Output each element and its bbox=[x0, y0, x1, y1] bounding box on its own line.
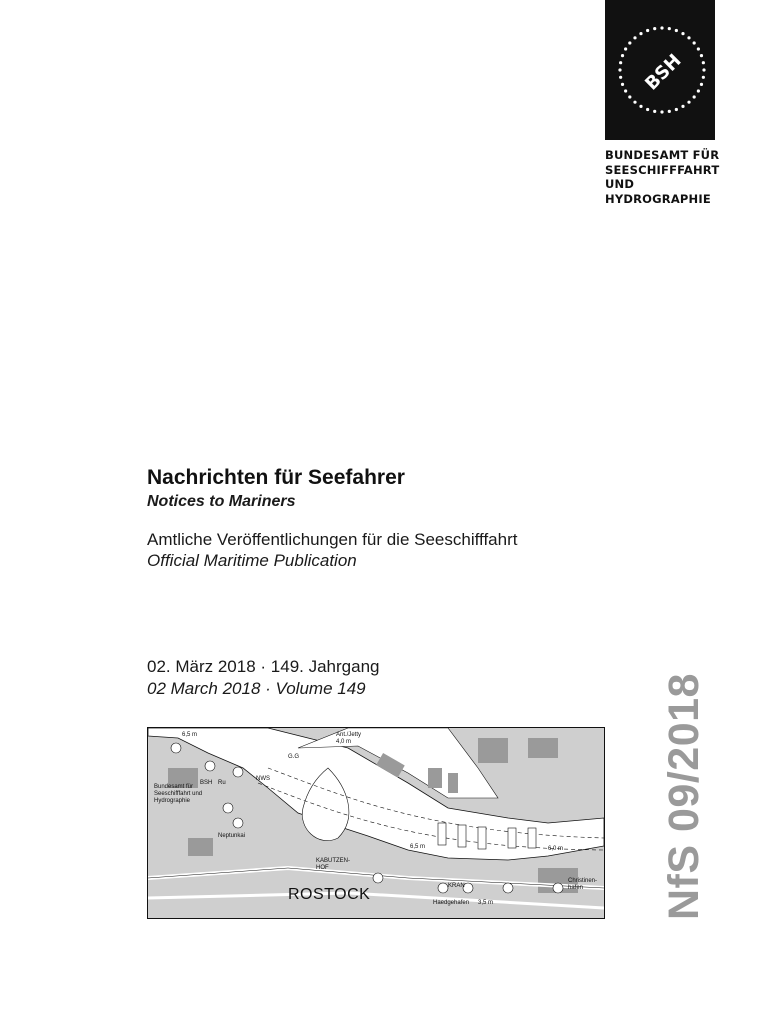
logo-dot bbox=[702, 61, 705, 64]
map-label-bsh-office: Bundesamt für Seeschifffahrt und Hydrographie bbox=[154, 784, 203, 804]
logo-dot bbox=[633, 101, 636, 104]
bsh-logo bbox=[605, 0, 715, 140]
org-line-3: UND bbox=[605, 177, 635, 191]
logo-dot bbox=[687, 101, 690, 104]
bsh-logo-circle-icon bbox=[605, 0, 715, 140]
logo-dot bbox=[702, 68, 705, 71]
logo-dot bbox=[619, 76, 622, 79]
map-label-kran: KRAN bbox=[448, 883, 465, 889]
logo-text: BSH bbox=[641, 50, 686, 95]
map-label-haedgehafen: Haedgehafen bbox=[433, 900, 470, 906]
logo-dot bbox=[646, 29, 649, 32]
logo-dot bbox=[639, 32, 642, 35]
map-depth-1: 6,5 m bbox=[182, 732, 198, 738]
organization-name bbox=[605, 148, 719, 206]
map-label-nws: NWS bbox=[256, 776, 270, 782]
logo-dot bbox=[621, 83, 624, 86]
logo-dot bbox=[628, 95, 631, 98]
nautical-chart-excerpt bbox=[147, 727, 605, 919]
logo-dot bbox=[668, 110, 671, 113]
map-label-neptunkai: Neptunkai bbox=[218, 833, 246, 839]
logo-dot bbox=[693, 41, 696, 44]
publication-type-en: Official Maritime Publication bbox=[147, 551, 357, 570]
map-label-gg: G.G bbox=[288, 754, 300, 760]
logo-dot bbox=[653, 110, 656, 113]
logo-dot bbox=[653, 27, 656, 30]
date-de: 02. März 2018 · 149. Jahrgang bbox=[147, 657, 380, 676]
date-en: 02 March 2018 · Volume 149 bbox=[147, 679, 366, 698]
logo-dot bbox=[700, 54, 703, 57]
logo-dot bbox=[639, 105, 642, 108]
logo-dot bbox=[675, 29, 678, 32]
logo-dot bbox=[702, 76, 705, 79]
publication-type-de: Amtliche Veröffentlichungen für die Seeschifffahrt bbox=[147, 530, 518, 549]
org-line-1: BUNDESAMT FÜR bbox=[605, 148, 720, 162]
map-depth-2: 6,5 m bbox=[410, 844, 426, 850]
map-label-ru: Ru bbox=[218, 780, 226, 786]
logo-dot bbox=[628, 41, 631, 44]
logo-dot bbox=[660, 26, 663, 29]
logo-dot bbox=[624, 89, 627, 92]
org-line-2: SEESCHIFFFAHRT bbox=[605, 162, 720, 177]
logo-dot bbox=[618, 68, 621, 71]
title-en: Notices to Mariners bbox=[147, 493, 296, 510]
logo-dot bbox=[624, 47, 627, 50]
map-depth-4: 3,5 m bbox=[478, 900, 494, 906]
map-label-bsh: BSH bbox=[200, 780, 213, 786]
map-label-christinenhafen: Christinen-hafen bbox=[568, 878, 598, 891]
logo-dot bbox=[633, 36, 636, 39]
logo-dot bbox=[697, 47, 700, 50]
logo-dot bbox=[668, 27, 671, 30]
logo-dot bbox=[621, 54, 624, 57]
logo-dot bbox=[687, 36, 690, 39]
logo-dot bbox=[697, 89, 700, 92]
logo-dot bbox=[675, 108, 678, 111]
logo-dot bbox=[646, 108, 649, 111]
issue-number: NfS 09/2018 bbox=[660, 673, 708, 920]
chart-graphic bbox=[148, 728, 604, 918]
logo-dot bbox=[681, 105, 684, 108]
logo-dot bbox=[660, 110, 663, 113]
map-label-kabutzenhof: KABUTZEN-HOF bbox=[316, 858, 351, 871]
map-city-label: ROSTOCK bbox=[288, 886, 371, 903]
title-de: Nachrichten für Seefahrer bbox=[147, 466, 405, 489]
org-line-4: HYDROGRAPHIE bbox=[605, 191, 711, 206]
logo-dot bbox=[681, 32, 684, 35]
map-label-jetty: Ant./Jetty 4,0 m bbox=[336, 732, 362, 745]
map-depth-3: 6,0 m bbox=[548, 846, 564, 852]
logo-dot bbox=[619, 61, 622, 64]
logo-dot bbox=[693, 95, 696, 98]
logo-dot bbox=[700, 83, 703, 86]
